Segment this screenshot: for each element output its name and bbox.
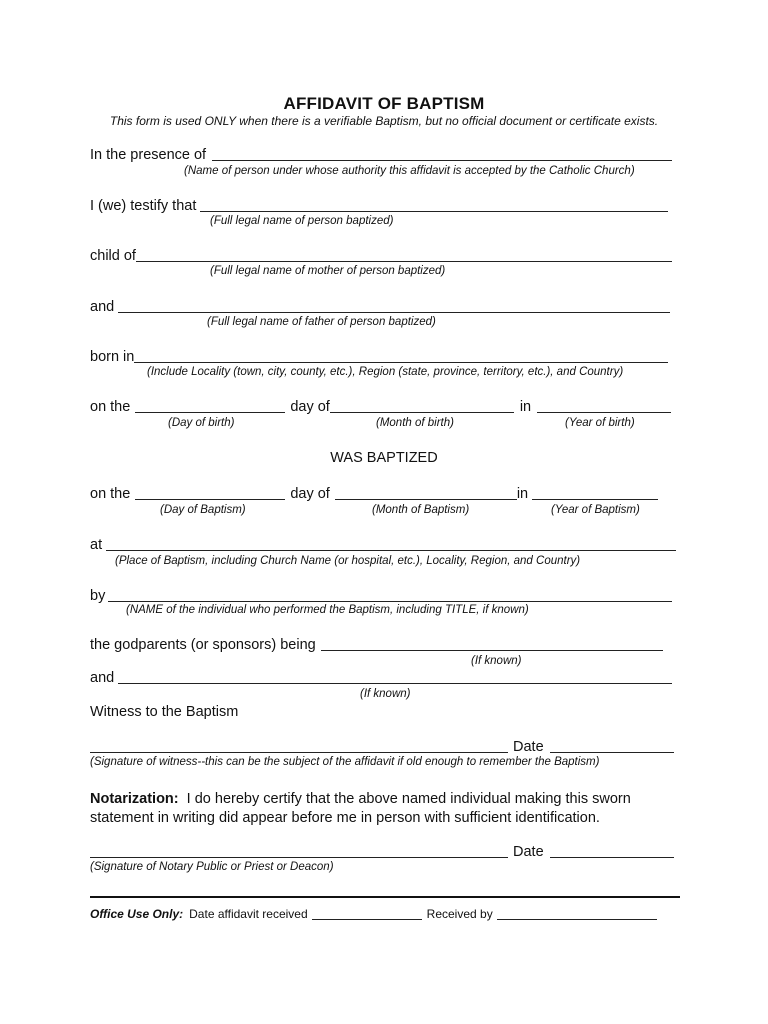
- baptism-place-field[interactable]: [106, 536, 676, 551]
- witness-caption: (Signature of witness--this can be the subject of the affidavit if old enough to remember the Baptism): [90, 756, 600, 768]
- child-of-label: child of: [90, 248, 136, 264]
- baptism-place-caption: (Place of Baptism, including Church Name (or hospital, etc.), Locality, Region, and Country): [115, 555, 581, 567]
- testify-label: I (we) testify that: [90, 198, 197, 214]
- officiant-caption: (NAME of the individual who performed the Baptism, including TITLE, if known): [126, 604, 529, 616]
- birth-year-field[interactable]: [537, 398, 671, 413]
- testify-caption: (Full legal name of person baptized): [210, 215, 394, 227]
- godparent-2-field[interactable]: [118, 669, 672, 684]
- birth-month-caption: (Month of birth): [376, 417, 454, 429]
- date-received-label: Date affidavit received: [189, 907, 308, 921]
- baptism-day-of-label: day of: [290, 486, 330, 502]
- godparent-1-caption: (If known): [471, 655, 522, 667]
- at-row: [90, 535, 676, 553]
- document-subtitle: This form is used ONLY when there is a verifiable Baptism, but no official document or certificate exists.: [109, 114, 659, 128]
- testify-row: [90, 196, 668, 214]
- office-use-row: [90, 907, 657, 921]
- notary-date-label: Date: [513, 844, 544, 860]
- notary-signature-row: [90, 842, 674, 860]
- baptized-name-field[interactable]: [200, 197, 668, 212]
- baptism-on-the-label: on the: [90, 486, 131, 502]
- received-by-label: Received by: [426, 907, 493, 921]
- born-in-row: [90, 347, 668, 365]
- mother-caption: (Full legal name of mother of person baptized): [210, 265, 446, 277]
- office-divider: [90, 896, 680, 898]
- notarization-paragraph: [90, 790, 690, 828]
- by-label: by: [90, 588, 106, 604]
- baptism-day-caption: (Day of Baptism): [160, 504, 246, 516]
- witness-date-field[interactable]: [550, 738, 674, 753]
- baptism-year-caption: (Year of Baptism): [551, 504, 640, 516]
- notary-date-field[interactable]: [550, 843, 674, 858]
- birthplace-field[interactable]: [134, 348, 668, 363]
- presence-field[interactable]: [212, 146, 672, 161]
- office-use-label: Office Use Only:: [90, 907, 184, 921]
- mother-name-field[interactable]: [136, 247, 672, 262]
- at-label: at: [90, 537, 103, 553]
- child-of-row: [90, 246, 672, 264]
- birth-day-caption: (Day of birth): [168, 417, 235, 429]
- birth-day-field[interactable]: [135, 398, 285, 413]
- received-by-field[interactable]: [497, 908, 657, 920]
- witness-signature-field[interactable]: [90, 738, 508, 753]
- birth-month-field[interactable]: [330, 398, 514, 413]
- birth-year-caption: (Year of birth): [565, 417, 635, 429]
- presence-label: In the presence of: [90, 147, 207, 163]
- date-received-field[interactable]: [312, 908, 422, 920]
- godparent-2-caption: (If known): [360, 688, 411, 700]
- father-and-label: and: [90, 299, 115, 315]
- baptism-date-row: [90, 484, 658, 502]
- birth-on-the-label: on the: [90, 399, 131, 415]
- father-name-field[interactable]: [118, 298, 670, 313]
- notarization-text: I do hereby certify that the above named individual making this sworn statement in writing did appear before me in person with sufficient identification.: [90, 791, 631, 826]
- baptism-month-caption: (Month of Baptism): [372, 504, 470, 516]
- officiant-field[interactable]: [108, 587, 672, 602]
- notary-signature-field[interactable]: [90, 843, 508, 858]
- baptism-month-field[interactable]: [335, 485, 517, 500]
- witness-date-label: Date: [513, 739, 544, 755]
- godparent-1-field[interactable]: [321, 636, 663, 651]
- baptism-day-field[interactable]: [135, 485, 285, 500]
- baptism-year-field[interactable]: [532, 485, 658, 500]
- was-baptized-heading: WAS BAPTIZED: [330, 450, 438, 466]
- baptism-in-label: in: [516, 486, 529, 502]
- father-caption: (Full legal name of father of person baptized): [207, 316, 436, 328]
- born-in-label: born in: [90, 349, 135, 365]
- godparents-row: [90, 635, 663, 653]
- birth-date-row: [90, 397, 671, 415]
- father-row: [90, 297, 670, 315]
- birth-in-label: in: [519, 399, 532, 415]
- notary-caption: (Signature of Notary Public or Priest or Deacon): [90, 861, 334, 873]
- witness-signature-row: [90, 737, 674, 755]
- birth-day-of-label: day of: [290, 399, 330, 415]
- presence-caption: (Name of person under whose authority this affidavit is accepted by the Catholic Church): [184, 165, 635, 177]
- document-title: AFFIDAVIT OF BAPTISM: [283, 94, 485, 113]
- presence-row: [90, 145, 672, 163]
- notarization-label: Notarization:: [90, 791, 179, 807]
- by-row: [90, 586, 672, 604]
- godparents-label: the godparents (or sponsors) being: [90, 637, 316, 653]
- witness-heading: Witness to the Baptism: [90, 704, 239, 720]
- birthplace-caption: (Include Locality (town, city, county, etc.), Region (state, province, territory, etc.), and Country): [147, 366, 624, 378]
- godparent-2-and-label: and: [90, 670, 115, 686]
- godparent-2-row: [90, 668, 672, 686]
